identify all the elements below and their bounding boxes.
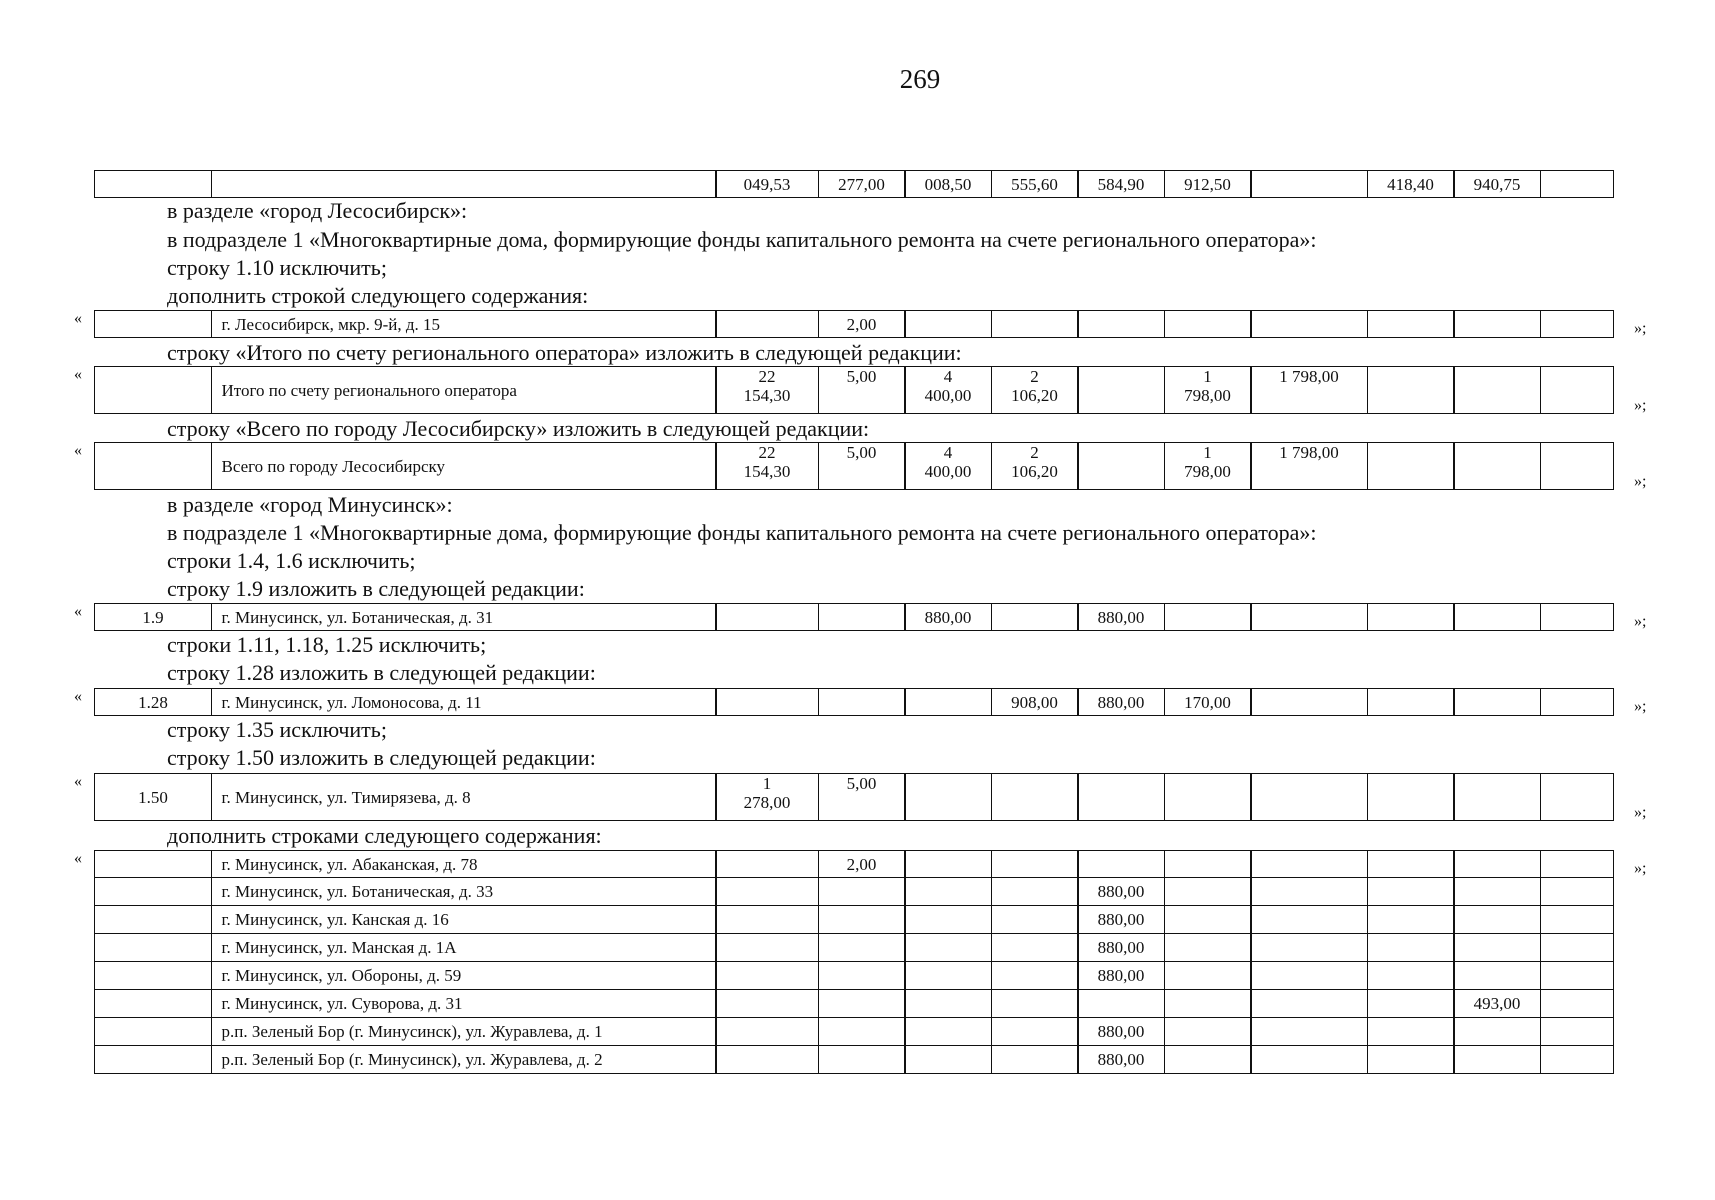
value-cell <box>904 850 992 878</box>
value-cell <box>991 878 1079 906</box>
value-cell <box>1367 442 1455 490</box>
row-number-cell <box>94 1046 212 1074</box>
quote-close: »; <box>1634 397 1647 414</box>
value-cell <box>1540 962 1614 990</box>
quote-close: »; <box>1634 613 1647 630</box>
value-cell <box>1367 850 1455 878</box>
section-heading-lesosibirsk: в разделе «город Лесосибирск»: <box>167 198 468 223</box>
value-cell <box>1077 310 1165 338</box>
instruction-line: строку 1.35 исключить; <box>167 717 387 742</box>
value-cell <box>1250 310 1368 338</box>
value-cell <box>818 878 906 906</box>
page-number: 269 <box>899 64 941 94</box>
value-cell <box>1250 1046 1368 1074</box>
value-cell: 22 154,30 <box>715 442 819 490</box>
value-cell: 170,00 <box>1164 688 1252 716</box>
instruction-line: дополнить строкой следующего содержания: <box>167 283 589 308</box>
value-cell <box>1453 603 1541 631</box>
value-cell <box>991 1046 1079 1074</box>
value-cell <box>1250 906 1368 934</box>
row-number-cell <box>94 1018 212 1046</box>
value-cell: 1 798,00 <box>1250 366 1368 414</box>
value-cell <box>904 1018 992 1046</box>
row-number-cell <box>94 442 212 490</box>
instruction-line: строку 1.28 изложить в следующей редакции: <box>167 660 596 685</box>
quote-close: »; <box>1634 860 1647 877</box>
value-cell <box>904 962 992 990</box>
value-cell <box>991 1018 1079 1046</box>
value-cell <box>1250 934 1368 962</box>
value-cell <box>1367 688 1455 716</box>
table-row-top <box>94 170 1614 198</box>
value-cell <box>1077 990 1165 1018</box>
value-cell <box>1453 1018 1541 1046</box>
value-cell: 22 154,30 <box>715 366 819 414</box>
quote-close: »; <box>1634 804 1647 821</box>
value-cell <box>991 962 1079 990</box>
value-cell <box>1453 906 1541 934</box>
value-cell <box>1453 878 1541 906</box>
value-cell <box>715 990 819 1018</box>
value-cell <box>1453 850 1541 878</box>
address-cell: г. Лесосибирск, мкр. 9-й, д. 15 <box>211 310 717 338</box>
address-cell: г. Минусинск, ул. Ломоносова, д. 11 <box>211 688 717 716</box>
value-cell <box>1250 170 1368 198</box>
address-cell: г. Минусинск, ул. Тимирязева, д. 8 <box>211 773 717 821</box>
value-cell <box>1250 850 1368 878</box>
table-row-added <box>94 934 1614 962</box>
value-cell: 1 798,00 <box>1164 442 1252 490</box>
value-cell <box>904 934 992 962</box>
value-cell <box>1367 310 1455 338</box>
row-number-cell <box>94 934 212 962</box>
value-cell <box>1453 962 1541 990</box>
value-cell: 880,00 <box>1077 906 1165 934</box>
value-cell <box>904 878 992 906</box>
value-cell <box>1540 906 1614 934</box>
table-row-1-50 <box>94 773 1614 821</box>
table-row-added <box>94 1018 1614 1046</box>
table-row-added <box>94 962 1614 990</box>
value-cell <box>1367 878 1455 906</box>
value-cell: 880,00 <box>1077 934 1165 962</box>
value-cell: 912,50 <box>1164 170 1252 198</box>
value-cell: 5,00 <box>818 442 906 490</box>
value-cell <box>818 990 906 1018</box>
value-cell <box>991 990 1079 1018</box>
value-cell: 940,75 <box>1453 170 1541 198</box>
instruction-line: строки 1.4, 1.6 исключить; <box>167 548 416 573</box>
table-row-vsego <box>94 442 1614 490</box>
value-cell: 880,00 <box>1077 1046 1165 1074</box>
value-cell <box>1164 850 1252 878</box>
value-cell: 1 798,00 <box>1250 442 1368 490</box>
value-cell <box>715 850 819 878</box>
value-cell: 584,90 <box>1077 170 1165 198</box>
value-cell: 2,00 <box>818 850 906 878</box>
value-cell <box>1540 366 1614 414</box>
value-cell <box>991 773 1079 821</box>
value-cell <box>818 962 906 990</box>
value-cell: 1 278,00 <box>715 773 819 821</box>
value-cell <box>1250 603 1368 631</box>
value-cell <box>715 962 819 990</box>
address-cell: р.п. Зеленый Бор (г. Минусинск), ул. Журавлева, д. 2 <box>211 1046 717 1074</box>
table-row-added <box>94 990 1614 1018</box>
table-row-lesosibirsk-15 <box>94 310 1614 338</box>
value-cell <box>1367 934 1455 962</box>
value-cell <box>904 310 992 338</box>
value-cell <box>1540 442 1614 490</box>
value-cell: 2,00 <box>818 310 906 338</box>
value-cell <box>1250 773 1368 821</box>
value-cell <box>991 934 1079 962</box>
table-row-added <box>94 850 1614 878</box>
section-heading-minusinsk: в разделе «город Минусинск»: <box>167 492 453 517</box>
address-cell: Всего по городу Лесосибирску <box>211 442 717 490</box>
value-cell <box>1453 773 1541 821</box>
value-cell <box>1540 1046 1614 1074</box>
quote-close: »; <box>1634 473 1647 490</box>
value-cell <box>818 934 906 962</box>
value-cell <box>1164 934 1252 962</box>
value-cell <box>1540 1018 1614 1046</box>
value-cell <box>1540 878 1614 906</box>
value-cell <box>1540 310 1614 338</box>
value-cell <box>818 603 906 631</box>
address-cell: Итого по счету регионального оператора <box>211 366 717 414</box>
value-cell: 1 798,00 <box>1164 366 1252 414</box>
value-cell <box>1164 1046 1252 1074</box>
value-cell <box>1250 990 1368 1018</box>
value-cell <box>1453 688 1541 716</box>
row-number-cell: 1.9 <box>94 603 212 631</box>
quote-open: « <box>74 603 82 620</box>
value-cell <box>1367 1018 1455 1046</box>
value-cell <box>1367 990 1455 1018</box>
value-cell <box>1164 906 1252 934</box>
value-cell <box>904 688 992 716</box>
value-cell <box>1540 170 1614 198</box>
quote-open: « <box>74 773 82 790</box>
value-cell <box>1164 962 1252 990</box>
value-cell <box>715 906 819 934</box>
value-cell: 049,53 <box>715 170 819 198</box>
value-cell <box>1164 310 1252 338</box>
value-cell <box>715 878 819 906</box>
value-cell <box>1367 906 1455 934</box>
value-cell <box>1540 934 1614 962</box>
row-number-cell <box>94 170 212 198</box>
value-cell: 908,00 <box>991 688 1079 716</box>
address-cell: г. Минусинск, ул. Канская д. 16 <box>211 906 717 934</box>
instruction-line: строку 1.9 изложить в следующей редакции: <box>167 576 585 601</box>
quote-open: « <box>74 688 82 705</box>
row-number-cell <box>94 366 212 414</box>
value-cell <box>1077 366 1165 414</box>
value-cell: 880,00 <box>904 603 992 631</box>
value-cell: 2 106,20 <box>991 442 1079 490</box>
value-cell <box>1164 990 1252 1018</box>
value-cell: 4 400,00 <box>904 442 992 490</box>
table-row-added <box>94 1046 1614 1074</box>
value-cell: 5,00 <box>818 773 906 821</box>
value-cell <box>715 310 819 338</box>
value-cell: 418,40 <box>1367 170 1455 198</box>
row-number-cell <box>94 850 212 878</box>
value-cell <box>715 1046 819 1074</box>
value-cell <box>1453 310 1541 338</box>
value-cell: 880,00 <box>1077 603 1165 631</box>
value-cell <box>1077 773 1165 821</box>
quote-close: »; <box>1634 320 1647 337</box>
value-cell <box>1250 688 1368 716</box>
value-cell <box>904 773 992 821</box>
value-cell: 555,60 <box>991 170 1079 198</box>
value-cell <box>904 906 992 934</box>
value-cell <box>1540 773 1614 821</box>
value-cell <box>818 906 906 934</box>
instruction-line: дополнить строками следующего содержания: <box>167 823 602 848</box>
value-cell <box>715 1018 819 1046</box>
value-cell: 880,00 <box>1077 688 1165 716</box>
value-cell <box>1250 1018 1368 1046</box>
value-cell: 4 400,00 <box>904 366 992 414</box>
table-row-1-28 <box>94 688 1614 716</box>
value-cell: 493,00 <box>1453 990 1541 1018</box>
value-cell <box>1540 688 1614 716</box>
value-cell <box>1453 934 1541 962</box>
row-number-cell <box>94 906 212 934</box>
quote-open: « <box>74 850 82 867</box>
value-cell: 2 106,20 <box>991 366 1079 414</box>
value-cell <box>1367 773 1455 821</box>
row-number-cell <box>94 310 212 338</box>
quote-open: « <box>74 442 82 459</box>
value-cell <box>991 310 1079 338</box>
value-cell <box>1077 850 1165 878</box>
value-cell: 880,00 <box>1077 962 1165 990</box>
address-cell: г. Минусинск, ул. Суворова, д. 31 <box>211 990 717 1018</box>
value-cell <box>1540 603 1614 631</box>
address-cell: г. Минусинск, ул. Абаканская, д. 78 <box>211 850 717 878</box>
value-cell <box>904 1046 992 1074</box>
address-cell: г. Минусинск, ул. Манская д. 1А <box>211 934 717 962</box>
value-cell <box>904 990 992 1018</box>
table-row-added <box>94 906 1614 934</box>
table-row-1-9 <box>94 603 1614 631</box>
value-cell <box>1367 603 1455 631</box>
row-number-cell <box>94 878 212 906</box>
value-cell <box>1367 1046 1455 1074</box>
value-cell <box>715 934 819 962</box>
value-cell <box>1164 773 1252 821</box>
table-row-added <box>94 878 1614 906</box>
value-cell: 880,00 <box>1077 1018 1165 1046</box>
value-cell <box>818 688 906 716</box>
subsection-heading-minusinsk: в подразделе 1 «Многоквартирные дома, формирующие фонды капитального ремонта на счете регионального оператора»: <box>167 520 1317 545</box>
address-cell: г. Минусинск, ул. Ботаническая, д. 33 <box>211 878 717 906</box>
value-cell <box>715 688 819 716</box>
quote-open: « <box>74 310 82 327</box>
value-cell <box>818 1018 906 1046</box>
instruction-line: строку 1.10 исключить; <box>167 255 387 280</box>
instruction-line: строку 1.50 изложить в следующей редакции: <box>167 745 596 770</box>
subsection-heading-lesosibirsk: в подразделе 1 «Многоквартирные дома, формирующие фонды капитального ремонта на счете регионального оператора»: <box>167 227 1317 252</box>
value-cell <box>991 850 1079 878</box>
value-cell <box>715 603 819 631</box>
row-number-cell: 1.50 <box>94 773 212 821</box>
row-number-cell <box>94 990 212 1018</box>
value-cell: 008,50 <box>904 170 992 198</box>
instruction-line: строку «Всего по городу Лесосибирску» изложить в следующей редакции: <box>167 416 870 441</box>
value-cell <box>991 906 1079 934</box>
address-cell: г. Минусинск, ул. Обороны, д. 59 <box>211 962 717 990</box>
value-cell <box>1453 1046 1541 1074</box>
address-cell <box>211 170 717 198</box>
value-cell <box>1453 442 1541 490</box>
quote-close: »; <box>1634 698 1647 715</box>
value-cell <box>1164 1018 1252 1046</box>
value-cell <box>1367 366 1455 414</box>
address-cell: р.п. Зеленый Бор (г. Минусинск), ул. Журавлева, д. 1 <box>211 1018 717 1046</box>
instruction-line: строки 1.11, 1.18, 1.25 исключить; <box>167 632 487 657</box>
table-row-itogo <box>94 366 1614 414</box>
value-cell <box>991 603 1079 631</box>
value-cell <box>1453 366 1541 414</box>
value-cell <box>1540 850 1614 878</box>
value-cell <box>1250 962 1368 990</box>
value-cell: 5,00 <box>818 366 906 414</box>
value-cell <box>1164 878 1252 906</box>
value-cell <box>1540 990 1614 1018</box>
value-cell: 277,00 <box>818 170 906 198</box>
value-cell <box>1164 603 1252 631</box>
address-cell: г. Минусинск, ул. Ботаническая, д. 31 <box>211 603 717 631</box>
value-cell <box>1367 962 1455 990</box>
value-cell <box>1250 878 1368 906</box>
instruction-line: строку «Итого по счету регионального оператора» изложить в следующей редакции: <box>167 340 962 365</box>
row-number-cell: 1.28 <box>94 688 212 716</box>
value-cell: 880,00 <box>1077 878 1165 906</box>
quote-open: « <box>74 366 82 383</box>
value-cell <box>1077 442 1165 490</box>
row-number-cell <box>94 962 212 990</box>
value-cell <box>818 1046 906 1074</box>
